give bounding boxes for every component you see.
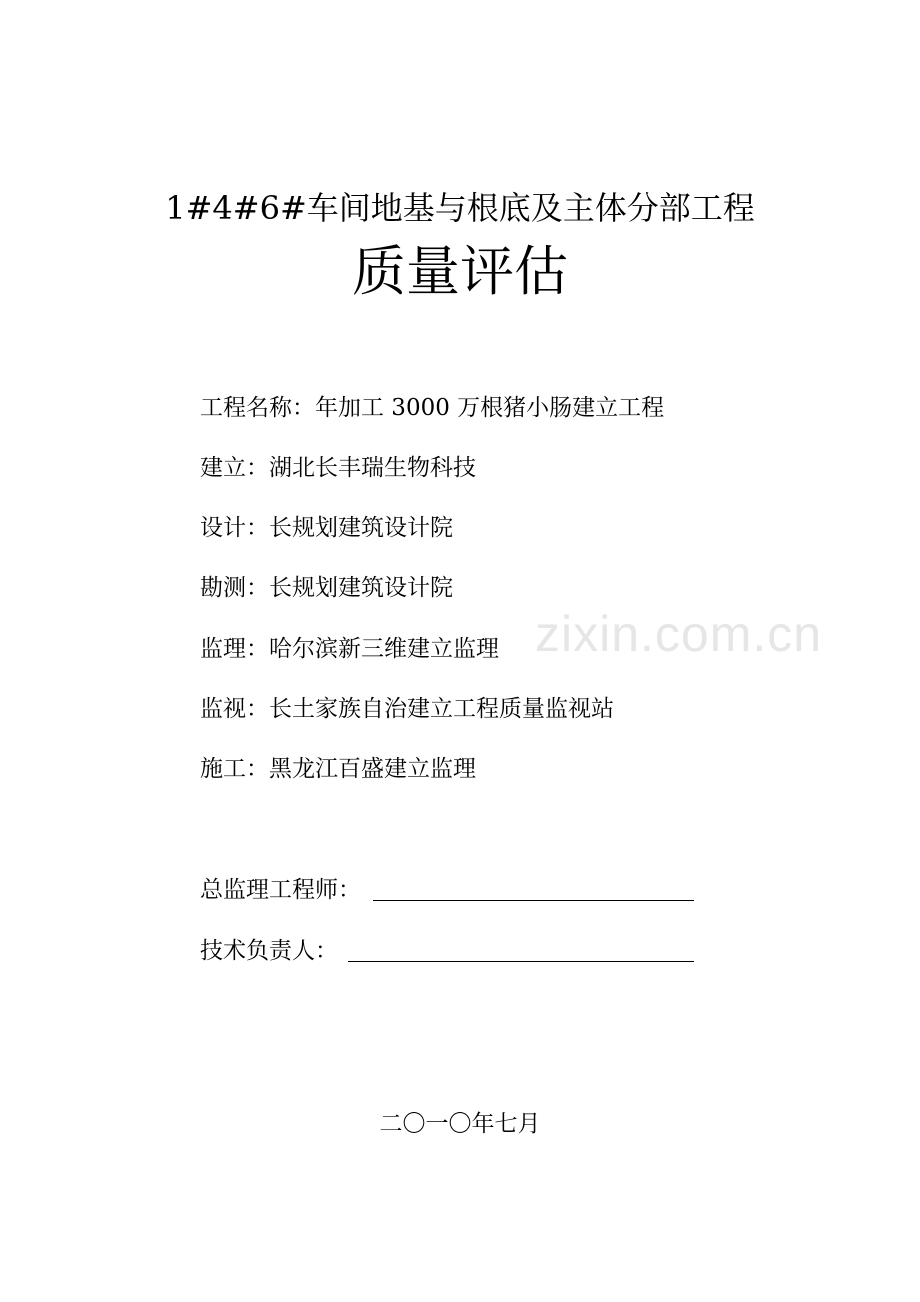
info-row-project-name	[200, 391, 664, 425]
info-label: 监理：	[200, 636, 269, 662]
document-title: 1#4#6#车间地基与根底及主体分部工程	[165, 189, 755, 227]
info-label: 工程名称：	[200, 395, 315, 421]
info-value: 湖北长丰瑞生物科技	[269, 455, 476, 481]
info-row-developer	[200, 451, 476, 485]
info-value: 哈尔滨新三维建立监理	[269, 636, 499, 662]
info-label: 勘测：	[200, 575, 269, 601]
info-row-design	[200, 511, 453, 545]
chief-engineer-label: 总监理工程师：	[200, 877, 361, 903]
info-row-monitoring	[200, 692, 614, 726]
info-value: 年加工 3000 万根猪小肠建立工程	[315, 395, 665, 421]
info-row-supervision	[200, 632, 499, 666]
chief-engineer-signature-line[interactable]	[373, 900, 694, 901]
info-value: 黑龙江百盛建立监理	[269, 756, 476, 782]
info-label: 监视：	[200, 696, 269, 722]
technical-lead-signature-line[interactable]	[348, 961, 694, 962]
info-label: 设计：	[200, 515, 269, 541]
info-label: 施工：	[200, 756, 269, 782]
info-value: 长土家族自治建立工程质量监视站	[269, 696, 614, 722]
info-label: 建立：	[200, 455, 269, 481]
info-row-survey	[200, 571, 453, 605]
watermark-text: zixin.com.cn	[535, 606, 823, 662]
document-subtitle: 质量评估	[352, 240, 568, 303]
info-value: 长规划建筑设计院	[269, 515, 453, 541]
document-date: 二〇一〇年七月	[379, 1111, 541, 1137]
info-row-construction	[200, 752, 476, 786]
technical-lead-label: 技术负责人：	[200, 938, 338, 964]
info-value: 长规划建筑设计院	[269, 575, 453, 601]
